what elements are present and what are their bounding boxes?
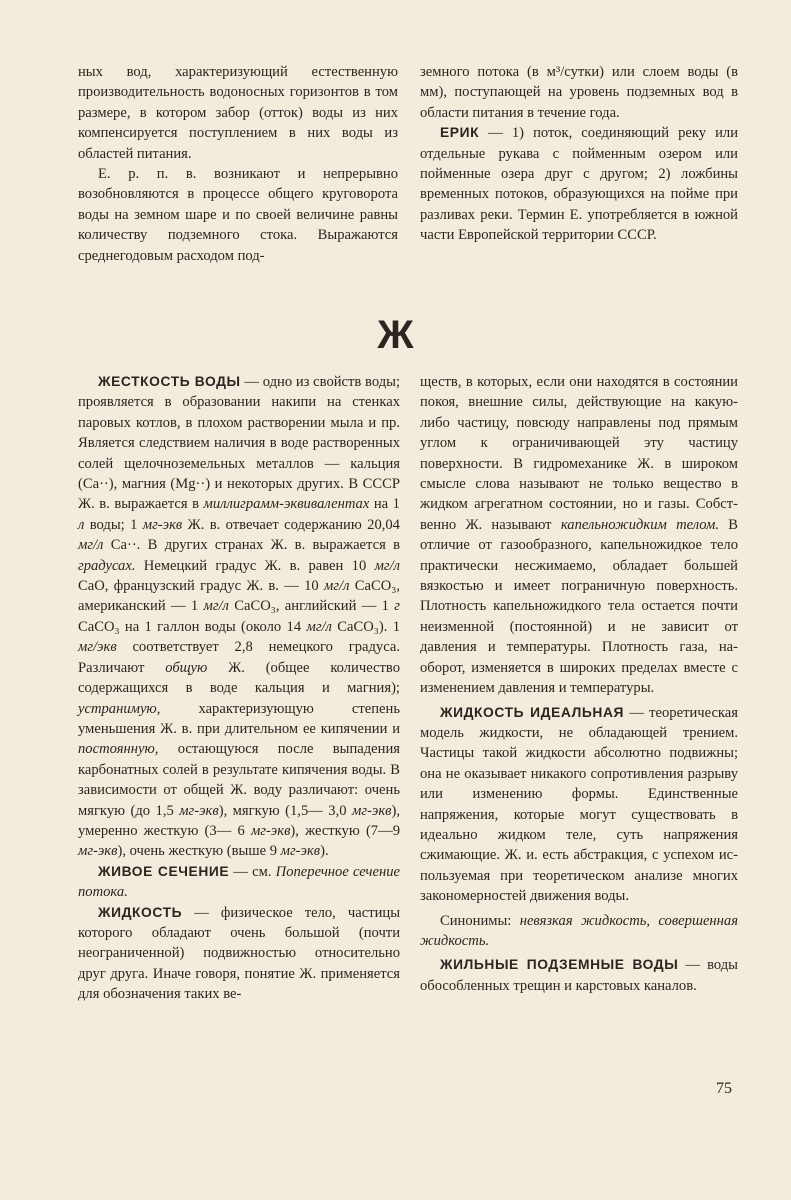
top-right-column <box>420 62 738 246</box>
entry-term: ЖИДКОСТЬ <box>98 904 183 920</box>
paragraph: ных вод, характеризующий естественную производительность водоносных горизонтов в том размере, в котором забор (отток) воды из них компенсируется поступлением в них воды из областей питания. <box>78 64 398 162</box>
entry-body: — 1) поток, соединяющий реку или отдельные рукава с пойменным озером или пойменные озера друг с другом; 2) ложбины временных потоков, образующихся на пойме при разливах реки. Термин Е. употребляется в южной части Европейской территории СССР. <box>420 125 738 244</box>
paragraph: ществ, в которых, если они находятся в состоянии покоя, внешние силы, действующие на какую-либо частицу, повсюду направлены под прямым углом к ограничивающей эту частицу поверхности. В гидромеханике Ж. в широком смысле слова называют не только вещество в жидком агрегатном состоянии, но и газы. Собственно Ж. называют капельножидким телом. В отличие от газообразного, капельножидкое тело практически несжимаемо, обладает большей вязкостью и имеет пограничную поверхность. Плотность капельножидкого тела остается почти неизменной (постоянной) и не зависит от давления и температуры. Плотность газа, наоборот, изменяется в широких пределах вместе с изменением давления и температуры. <box>420 374 739 697</box>
entry-term: ЖЕСТКОСТЬ ВОДЫ <box>98 374 241 389</box>
entry-term: ЖИВОЕ СЕЧЕНИЕ <box>98 863 230 879</box>
entry-term: ЖИДКОСТЬ ИДЕАЛЬНАЯ <box>440 704 625 720</box>
paragraph: Е. р. п. в. возникают и непрерывно возобновляются в процессе общего круговорота воды на земном шаре и по своей величине равны количеству подземного стока. Выражаются среднегодовым расходом под- <box>78 166 398 264</box>
entry-zhidkost-idealnaya: ЖИДКОСТЬ ИДЕАЛЬНАЯ — теоретическая модель жидкости, не обладающей трением. Частицы такой жидкости абсолютно подвижны; она не оказывает никакого сопротивления разрыву или изменению формы. Единственные напряжения, которые могут существовать в идеально жидком теле, суть напряжения сжимающие. Ж. и. есть абстракция, с успехом используемая при теоретическом анализе многих закономерностей движения воды. <box>420 704 738 905</box>
top-left-column <box>78 62 398 266</box>
entry-zhidkost: ЖИДКОСТЬ — физическое тело, частицы которого обладают очень большой (почти неограниченной) подвижностью относительно друг друга. Иначе говоря, понятие Ж. применяется для обозначения таких ве- <box>78 904 400 1003</box>
main-right-column <box>420 372 738 996</box>
entry-term: ЖИЛЬНЫЕ ПОДЗЕМНЫЕ ВОДЫ <box>440 957 679 973</box>
entry-erik <box>420 123 738 245</box>
cross-reference: Поперечное сечение потока. <box>78 863 401 901</box>
main-left-column <box>78 372 400 1005</box>
entry-zhivoe: ЖИВОЕ СЕЧЕНИЕ — см. Поперечное сечение потока. <box>78 863 401 901</box>
page-number: 75 <box>716 1080 732 1097</box>
entry-zhestkost: ЖЕСТКОСТЬ ВОДЫ — одно из свойств воды; проявляется в образовании накипи на стенках паровых котлов, в плохом растворении мыла и пр. Является следствием наличия в воде растворенных солей щелочноземельных металлов — кальция (Са··), магния (Mg··) и некоторых других. В СССР Ж. в. выражается в миллиграмм-эквивалентах на 1 л воды; 1 мг-экв Ж. в. отвечает содержанию 20,04 мг/л Са··. В других странах Ж. в. выражается в градусах. Немецкий градус Ж. в. равен 10 мг/л СаО, французский градус Ж. в. — 10 мг/л СаСО₃, американский — 1 мг/л СаСО₃, английский — 1 г СаСО₃ на 1 галлон воды (около 14 мг/л СаСО₃). 1 мг/экв соответствует 2,8 немецкого градуса. Различают общую Ж. (общее количество содержащихся в воде кальция и магния); устранимую, характеризующую степень уменьшения Ж. в. при длительном ее кипячении и постоянную, остающуюся после выпадения карбонатных солей в результате кипячения воды. В зависимости от общей Ж. воду различают: очень мягкую (до 1,5 мг-экв), мягкую (1,5— 3,0 мг-экв), умеренно жесткую (3— 6 мг-экв), жесткую (7—9 мг-экв), очень жесткую (выше 9 мг-экв). <box>78 374 400 860</box>
section-letter: Ж <box>377 313 414 357</box>
entry-term: ЕРИК <box>440 125 480 141</box>
entry-zhilnye: ЖИЛЬНЫЕ ПОДЗЕМНЫЕ ВОДЫ — воды обособленных трещин и карстовых каналов. <box>420 957 738 994</box>
paragraph: земного потока (в м³/сутки) или слоем воды (в мм), поступающей на уровень подземных вод в области питания в течение года. <box>420 64 738 121</box>
synonyms: Синонимы: невязкая жидкость, совершенная жидкость. <box>420 912 738 949</box>
